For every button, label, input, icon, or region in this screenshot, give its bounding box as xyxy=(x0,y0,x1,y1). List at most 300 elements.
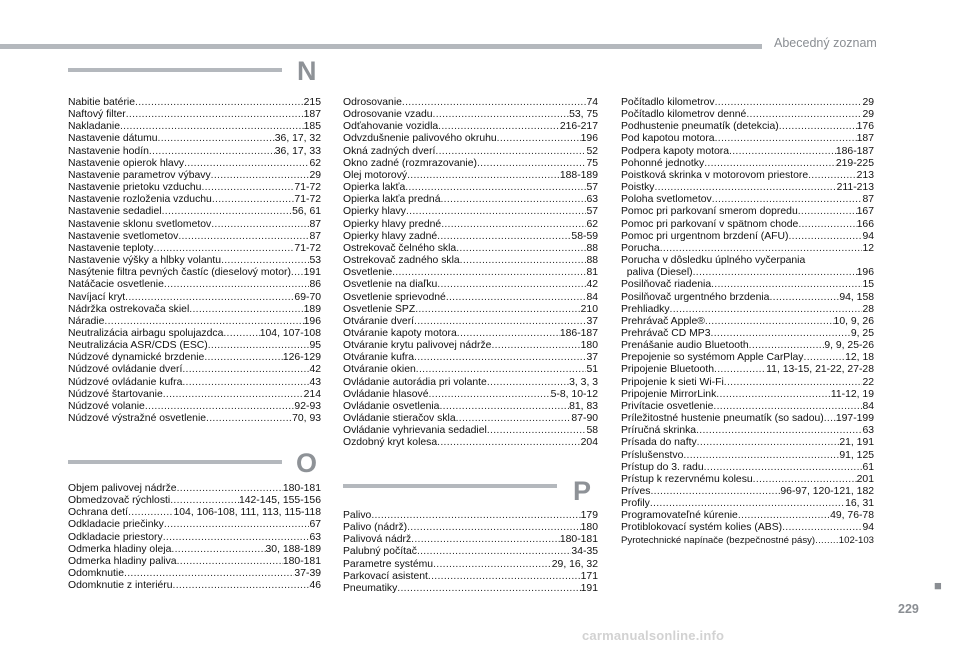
entry-pages: 187 xyxy=(856,133,874,145)
entry-name: Poloha svetlometov xyxy=(621,194,712,206)
index-entry xyxy=(621,292,874,304)
entry-pages: 62 xyxy=(586,218,598,230)
entry-name: Osvetlenie ŠPZ xyxy=(343,303,416,315)
entry-pages: 10, 9, 26 xyxy=(833,315,874,327)
entry-pages: 219-225 xyxy=(835,157,874,169)
index-entry xyxy=(343,121,598,133)
index-entry xyxy=(621,304,874,316)
section-o-list xyxy=(68,483,321,592)
entry-name: Odrosovanie vzadu xyxy=(343,109,433,121)
entry-pages: 102-103 xyxy=(838,534,874,546)
index-entry xyxy=(621,146,874,158)
dot-leader xyxy=(815,535,839,547)
index-entry xyxy=(343,534,598,546)
dot-leader xyxy=(487,377,569,389)
dot-leader xyxy=(182,364,309,376)
entry-name: Neutralizácia ASR/CDS (ESC) xyxy=(68,340,208,352)
index-entry xyxy=(621,401,874,413)
entry-name: Ostrekovač čelného skla xyxy=(343,242,457,254)
dot-leader xyxy=(211,219,309,231)
dot-leader xyxy=(163,532,310,544)
entry-name: Prehrávač Apple® xyxy=(621,315,705,327)
dot-leader xyxy=(715,97,863,109)
entry-pages: 171 xyxy=(580,570,598,582)
entry-pages: 63 xyxy=(309,531,321,543)
entry-pages: 21, 191 xyxy=(839,437,874,449)
index-entry xyxy=(621,462,874,474)
index-entry xyxy=(621,206,874,218)
entry-name: Nastavenie rozloženia vzduchu xyxy=(68,194,212,206)
index-entry xyxy=(68,364,321,376)
index-entry xyxy=(621,425,874,437)
index-entry xyxy=(621,121,874,133)
entry-name: Otváranie kapoty motora xyxy=(343,327,457,339)
index-entry xyxy=(68,97,321,109)
entry-pages: 62 xyxy=(309,157,321,169)
entry-name: Príslušenstvo xyxy=(621,449,684,461)
entry-name: Porucha xyxy=(621,242,660,254)
entry-pages: 29 xyxy=(862,109,874,121)
index-entry xyxy=(343,304,598,316)
index-entry xyxy=(621,279,874,291)
index-entry xyxy=(68,170,321,182)
entry-name: Odomknutie xyxy=(68,568,125,580)
index-entry xyxy=(68,206,321,218)
entry-pages: 104, 106-108, 111, 113, 115-118 xyxy=(173,507,321,519)
entry-name: Otváranie kufra xyxy=(343,352,415,364)
entry-pages: 75 xyxy=(586,157,598,169)
dot-leader xyxy=(697,437,840,449)
dot-leader xyxy=(201,182,294,194)
entry-pages: 42 xyxy=(309,364,321,376)
dot-leader xyxy=(711,279,862,291)
entry-name: Nakladanie xyxy=(68,121,120,133)
entry-name: Prístup k rezervnému kolesu xyxy=(621,473,753,485)
dot-leader xyxy=(120,121,304,133)
index-entry xyxy=(68,194,321,206)
index-entry xyxy=(68,158,321,170)
dot-leader xyxy=(162,206,293,218)
entry-pages: 180 xyxy=(580,340,598,352)
entry-pages: 22 xyxy=(862,376,874,388)
index-entry xyxy=(68,483,321,495)
index-entry xyxy=(343,377,598,389)
entry-pages: 49, 76-78 xyxy=(830,510,874,522)
dot-leader xyxy=(208,340,310,352)
dot-leader xyxy=(223,328,259,340)
index-entry xyxy=(68,267,321,279)
dot-leader xyxy=(696,425,862,437)
index-entry xyxy=(343,133,598,145)
dot-leader xyxy=(149,146,275,158)
dot-leader xyxy=(402,97,587,109)
dot-leader xyxy=(429,389,551,401)
entry-pages: 191 xyxy=(580,582,598,594)
dot-leader xyxy=(660,243,863,255)
entry-name: Nastavenie prietoku vzduchu xyxy=(68,182,202,194)
index-entry xyxy=(68,507,321,519)
dot-leader xyxy=(704,462,863,474)
entry-name: Ovládanie autorádia pri volante xyxy=(343,376,487,388)
dot-leader xyxy=(414,316,586,328)
index-entry xyxy=(343,146,598,158)
index-entry xyxy=(68,556,321,568)
index-entry xyxy=(343,206,598,218)
dot-leader xyxy=(184,158,309,170)
entry-name: Otváranie dverí xyxy=(343,315,415,327)
entry-name: Okná zadných dverí xyxy=(343,145,436,157)
entry-name: Olej motorový xyxy=(343,169,408,181)
entry-name: Ovládanie hlasové xyxy=(343,388,429,400)
footer-watermark: carmanualsonline.info xyxy=(582,628,725,643)
index-entry xyxy=(68,580,321,592)
entry-pages: 12 xyxy=(862,242,874,254)
entry-name: Opierka lakťa predná xyxy=(343,194,441,206)
entry-pages: 166 xyxy=(856,218,874,230)
entry-pages: 57 xyxy=(586,182,598,194)
entry-pages: 94 xyxy=(862,230,874,242)
section-p-rule xyxy=(343,484,557,488)
index-entry xyxy=(343,279,598,291)
entry-pages: 67 xyxy=(309,519,321,531)
entry-name: Ozdobný kryt kolesa xyxy=(343,437,438,449)
page-title: Abecedný zoznam xyxy=(774,36,877,50)
dot-leader xyxy=(104,316,303,328)
dot-leader xyxy=(711,328,851,340)
entry-name: Príves xyxy=(621,486,651,497)
entry-name: Príležitostné hustenie pneumatík (so sadou) xyxy=(621,413,824,425)
dot-leader xyxy=(738,510,830,522)
index-entry xyxy=(343,425,598,437)
entry-pages: 167 xyxy=(856,206,874,218)
entry-name: Nabitie batérie xyxy=(68,97,136,108)
entry-pages: 211-213 xyxy=(836,182,874,194)
dot-leader xyxy=(683,450,839,462)
entry-name: Posilňovač urgentného brzdenia xyxy=(621,291,770,303)
entry-name: Počítadlo kilometrov denné xyxy=(621,109,747,121)
index-entry xyxy=(343,364,598,376)
entry-pages: 11-12, 19 xyxy=(830,388,874,400)
entry-pages: 12, 18 xyxy=(845,352,874,364)
index-entry xyxy=(68,401,321,413)
entry-pages: 176 xyxy=(856,121,874,133)
entry-name: Opierky hlavy xyxy=(343,206,406,218)
index-entry xyxy=(343,243,598,255)
index-entry xyxy=(621,182,874,194)
entry-name: Palivová nádrž xyxy=(343,534,412,546)
entry-pages: 63 xyxy=(862,425,874,437)
index-entry xyxy=(621,522,874,534)
entry-pages: 11, 13-15, 21-22, 27-28 xyxy=(766,364,874,376)
dot-leader xyxy=(171,544,265,556)
index-entry xyxy=(621,328,874,340)
dot-leader xyxy=(782,522,862,534)
dot-leader xyxy=(406,206,586,218)
index-entry xyxy=(343,413,598,425)
entry-name: Nastavenie sedadiel xyxy=(68,206,162,218)
dot-leader xyxy=(497,133,581,145)
entry-pages: 58-59 xyxy=(571,230,598,242)
entry-pages: 216-217 xyxy=(559,121,598,133)
index-entry xyxy=(68,377,321,389)
dot-leader xyxy=(128,507,173,519)
index-entry xyxy=(343,328,598,340)
entry-name: Objem palivovej nádrže xyxy=(68,483,177,494)
dot-leader xyxy=(177,483,283,495)
entry-pages: 53, 75 xyxy=(569,109,598,121)
section-p-list xyxy=(343,510,598,595)
entry-pages: 87 xyxy=(309,218,321,230)
entry-name: Prehrávač CD MP3 xyxy=(621,327,711,339)
index-entry xyxy=(621,316,874,328)
index-entry xyxy=(343,158,598,170)
entry-pages: 215 xyxy=(303,97,321,108)
entry-pages: 36, 17, 32 xyxy=(274,133,321,145)
entry-name: Odmerka hladiny oleja xyxy=(68,543,172,555)
entry-name: Odmerka hladiny paliva xyxy=(68,555,177,567)
entry-pages: 94 xyxy=(862,522,874,534)
entry-name: Otváranie okien xyxy=(343,364,416,376)
entry-name: Poistky xyxy=(621,182,655,194)
entry-name: Poistková skrinka v motorovom priestore xyxy=(621,169,809,181)
dot-leader xyxy=(798,206,857,218)
dot-leader xyxy=(446,292,587,304)
entry-name: Prísada do nafty xyxy=(621,437,697,449)
index-entry xyxy=(621,243,874,255)
bullet-marker: ■ xyxy=(934,578,942,593)
entry-pages: 71-72 xyxy=(294,182,321,194)
entry-pages: 87 xyxy=(309,230,321,242)
entry-name: Núdzové ovládanie kufra xyxy=(68,376,183,388)
dot-leader xyxy=(440,194,586,206)
section-n-list xyxy=(68,97,321,425)
dot-leader xyxy=(746,109,862,121)
dot-leader xyxy=(170,495,239,507)
entry-name: Pripojenie Bluetooth xyxy=(621,364,715,376)
entry-pages: 104, 107-108 xyxy=(259,327,321,339)
index-entry xyxy=(68,495,321,507)
entry-name: Prehliadky xyxy=(621,303,670,315)
dot-leader xyxy=(428,571,581,583)
entry-name: Pyrotechnické napínače (bezpečnostné pásy) xyxy=(621,534,816,546)
entry-pages: 87-90 xyxy=(571,413,598,425)
index-entry xyxy=(621,364,874,376)
index-entry xyxy=(621,133,874,145)
entry-pages: 43 xyxy=(309,376,321,388)
index-entry xyxy=(621,255,874,267)
dot-leader xyxy=(212,194,295,206)
dot-leader xyxy=(714,364,766,376)
entry-name: Obmedzovač rýchlosti xyxy=(68,495,171,507)
index-entry xyxy=(343,292,598,304)
entry-pages: 180-181 xyxy=(559,534,598,546)
index-entry xyxy=(68,304,321,316)
index-entry xyxy=(68,243,321,255)
entry-name: Nastavenie parametrov výbavy xyxy=(68,169,211,181)
entry-pages: 88 xyxy=(586,242,598,254)
entry-pages: 196 xyxy=(303,315,321,327)
entry-pages: 46 xyxy=(309,580,321,592)
index-entry xyxy=(68,182,321,194)
index-entry xyxy=(343,389,598,401)
entry-pages: 191 xyxy=(303,267,321,279)
index-entry xyxy=(343,340,598,352)
entry-name: Opierka lakťa xyxy=(343,182,406,194)
dot-leader xyxy=(460,255,587,267)
entry-name: paliva (Diesel) xyxy=(621,267,693,279)
index-entry xyxy=(68,544,321,556)
dot-leader xyxy=(704,158,836,170)
entry-pages: 74 xyxy=(586,97,598,108)
index-entry xyxy=(68,279,321,291)
entry-name: Prepojenie so systémom Apple CarPlay xyxy=(621,352,804,364)
index-entry xyxy=(68,109,321,121)
index-entry xyxy=(343,97,598,109)
entry-name: Núdzové volanie xyxy=(68,400,145,412)
index-entry xyxy=(68,146,321,158)
index-entry xyxy=(68,121,321,133)
dot-leader xyxy=(655,182,837,194)
entry-pages: 84 xyxy=(586,291,598,303)
index-entry xyxy=(68,328,321,340)
entry-pages: 196 xyxy=(580,133,598,145)
entry-pages: 196 xyxy=(856,267,874,279)
entry-name: Núdzové dynamické brzdenie xyxy=(68,352,205,364)
entry-pages: 29, 16, 32 xyxy=(551,558,598,570)
entry-name: Nádržka ostrekovača skiel xyxy=(68,303,190,315)
index-entry xyxy=(68,352,321,364)
section-n-letter: N xyxy=(297,56,317,86)
dot-leader xyxy=(670,304,863,316)
dot-leader xyxy=(437,231,571,243)
index-entry xyxy=(343,352,598,364)
dot-leader xyxy=(177,556,283,568)
entry-pages: 71-72 xyxy=(294,194,321,206)
entry-name: Navíjací kryt xyxy=(68,291,126,303)
dot-leader xyxy=(437,279,586,291)
entry-name: Núdzové výstražné osvetlenie xyxy=(68,413,207,425)
index-entry xyxy=(343,437,598,449)
entry-name: Odrosovanie xyxy=(343,97,402,108)
index-entry xyxy=(621,219,874,231)
entry-name: Parkovací asistent xyxy=(343,570,428,582)
dot-leader xyxy=(163,389,304,401)
dot-leader xyxy=(135,97,304,109)
dot-leader xyxy=(724,377,863,389)
dot-leader xyxy=(221,255,309,267)
entry-pages: 95 xyxy=(309,340,321,352)
entry-name: Nastavenie výšky a hĺbky volantu xyxy=(68,255,222,267)
entry-name: Ochrana detí xyxy=(68,507,129,519)
dot-leader xyxy=(164,519,310,531)
index-entry xyxy=(68,340,321,352)
entry-name: Osvetlenie xyxy=(343,267,393,279)
index-entry xyxy=(621,474,874,486)
entry-pages: 185 xyxy=(303,121,321,133)
dot-leader xyxy=(411,534,560,546)
index-entry xyxy=(343,219,598,231)
index-entry xyxy=(68,389,321,401)
entry-pages: 180-181 xyxy=(282,483,321,494)
dot-leader xyxy=(491,340,580,352)
index-entry xyxy=(621,97,874,109)
entry-name: Pripojenie k sieti Wi-Fi xyxy=(621,376,724,388)
entry-pages: 3, 3, 3 xyxy=(569,376,598,388)
entry-name: Núdzové ovládanie dverí xyxy=(68,364,183,376)
entry-name: Natáčacie osvetlenie xyxy=(68,279,164,291)
index-entry xyxy=(343,571,598,583)
entry-name: Palivo xyxy=(343,510,372,521)
dot-leader xyxy=(487,425,587,437)
entry-pages: 187 xyxy=(303,109,321,121)
entry-name: Nastavenie sklonu svetlometov xyxy=(68,218,212,230)
entry-name: Osvetlenie sprievodné xyxy=(343,291,446,303)
entry-pages: 53 xyxy=(309,255,321,267)
dot-leader xyxy=(438,121,560,133)
dot-leader xyxy=(749,340,825,352)
index-entry xyxy=(621,377,874,389)
section-o-rule xyxy=(68,460,282,464)
index-entry xyxy=(68,532,321,544)
dot-leader xyxy=(477,158,586,170)
dot-leader xyxy=(125,292,294,304)
dot-leader xyxy=(798,219,856,231)
section-n-rule xyxy=(68,68,282,72)
entry-pages: 88 xyxy=(586,255,598,267)
entry-name: Pripojenie MirrorLink xyxy=(621,388,717,400)
header-bar xyxy=(0,44,762,49)
dot-leader xyxy=(769,292,839,304)
index-entry xyxy=(343,559,598,571)
dot-leader xyxy=(416,364,587,376)
index-entry xyxy=(621,486,874,498)
dot-leader xyxy=(124,568,294,580)
entry-pages: 61 xyxy=(862,461,874,473)
entry-pages: 84 xyxy=(862,400,874,412)
dot-leader xyxy=(808,170,857,182)
entry-name: Odkladacie priečinky xyxy=(68,519,164,531)
entry-pages: 214 xyxy=(303,388,321,400)
entry-pages: 37 xyxy=(586,315,598,327)
entry-name: Pomoc pri parkovaní v spätnom chode xyxy=(621,218,799,230)
dot-leader xyxy=(712,194,863,206)
index-entry xyxy=(621,158,874,170)
section-p-continued-list xyxy=(621,97,874,547)
entry-name: Ostrekovač zadného skla xyxy=(343,255,460,267)
index-entry xyxy=(621,352,874,364)
index-entry xyxy=(343,510,598,522)
entry-name: Prenášanie audio Bluetooth xyxy=(621,340,749,352)
dot-leader xyxy=(456,243,586,255)
dot-leader xyxy=(779,121,857,133)
index-entry xyxy=(621,450,874,462)
index-entry xyxy=(68,292,321,304)
entry-name: Pomoc pri urgentnom brzdení (AFU) xyxy=(621,230,789,242)
dot-leader xyxy=(417,546,571,558)
dot-leader xyxy=(788,231,862,243)
dot-leader xyxy=(729,146,836,158)
index-entry xyxy=(621,170,874,182)
entry-pages: 51 xyxy=(586,364,598,376)
entry-name: Prístup do 3. radu xyxy=(621,461,704,473)
dot-leader xyxy=(164,279,310,291)
entry-name: Odťahovanie vozidla xyxy=(343,121,439,133)
section-o-continued-list xyxy=(343,97,598,450)
dot-leader xyxy=(405,182,586,194)
entry-name: Osvetlenie na diaľku xyxy=(343,279,438,291)
dot-leader xyxy=(204,352,283,364)
entry-pages: 57 xyxy=(586,206,598,218)
